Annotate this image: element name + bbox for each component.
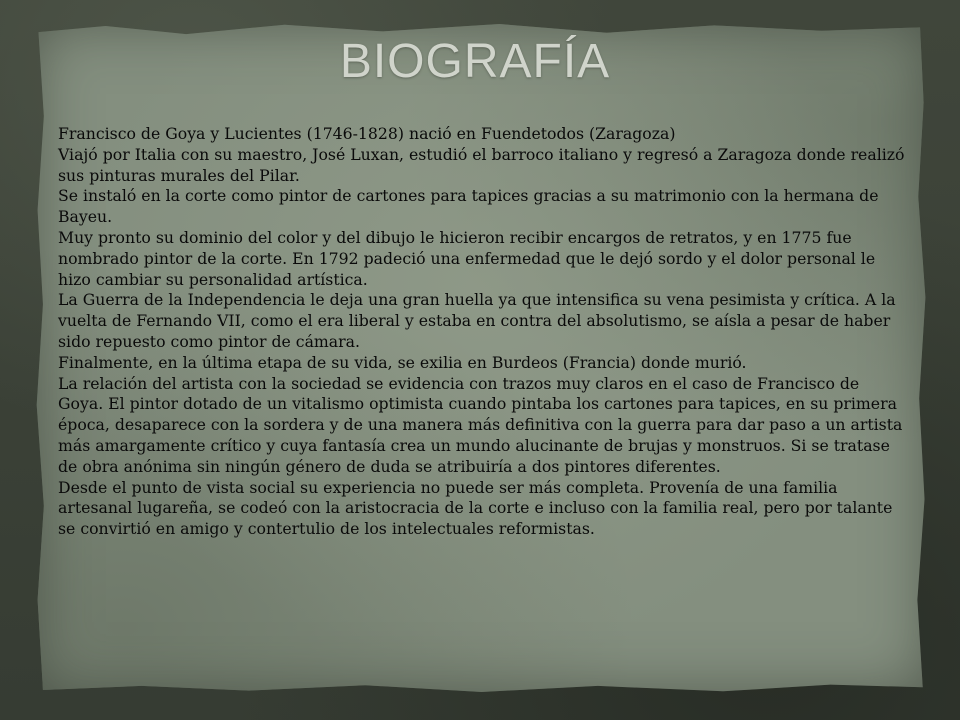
paragraph-social-view: Desde el punto de vista social su experiencia no puede ser más completa. Provenía de una familia artesanal lugareña, se codeó con la aristocracia de la corte e incluso con la familia real, pero por talante se convirtió en amigo y contertulio de los intelectuales reformistas. (58, 477, 893, 539)
paragraph-war: La Guerra de la Independencia le deja una gran huella ya que intensifica su vena pesimista y crítica. A la vuelta de Fernando VII, como el era liberal y estaba en contra del absolutismo, se aísla a pesar de haber sido repuesto como pintor de cámara. (58, 290, 896, 351)
paragraph-exile: Finalmente, en la última etapa de su vida, se exilia en Burdeos (Francia) donde murió. (58, 352, 747, 372)
paragraph-portraits: Muy pronto su dominio del color y del dibujo le hicieron recibir encargos de retratos, y en 1775 fue nombrado pintor de la corte. En 1792 padeció una enfermedad que le dejó sordo y el dolor personal le hizo cambiar su personalidad artística. (58, 227, 876, 289)
paragraph-italy: Viajó por Italia con su maestro, José Luxan, estudió el barroco italiano y regresó a Zaragoza donde realizó sus pinturas murales del Pilar. (58, 144, 905, 185)
paragraph-court: Se instaló en la corte como pintor de cartones para tapices gracias a su matrimonio con la hermana de Bayeu. (58, 186, 879, 227)
biography-text (58, 124, 908, 540)
slide-title: BIOGRAFÍA (339, 35, 611, 88)
paragraph-society: La relación del artista con la sociedad se evidencia con trazos muy claros en el caso de Francisco de Goya. El pintor dotado de un vitalismo optimista cuando pintaba los cartones para tapices, en su primera época, desaparece con la sordera y de una manera más definitiva con la guerra para dar paso a un artista más amargamente crítico y cuya fantasía crea un mundo alucinante de brujas y monstruos. Si se tratase de obra anónima sin ningún género de duda se atribuiría a dos pintores diferentes. (58, 373, 903, 476)
paragraph-birth: Francisco de Goya y Lucientes (1746-1828) nació en Fuendetodos (Zaragoza) (58, 124, 676, 143)
